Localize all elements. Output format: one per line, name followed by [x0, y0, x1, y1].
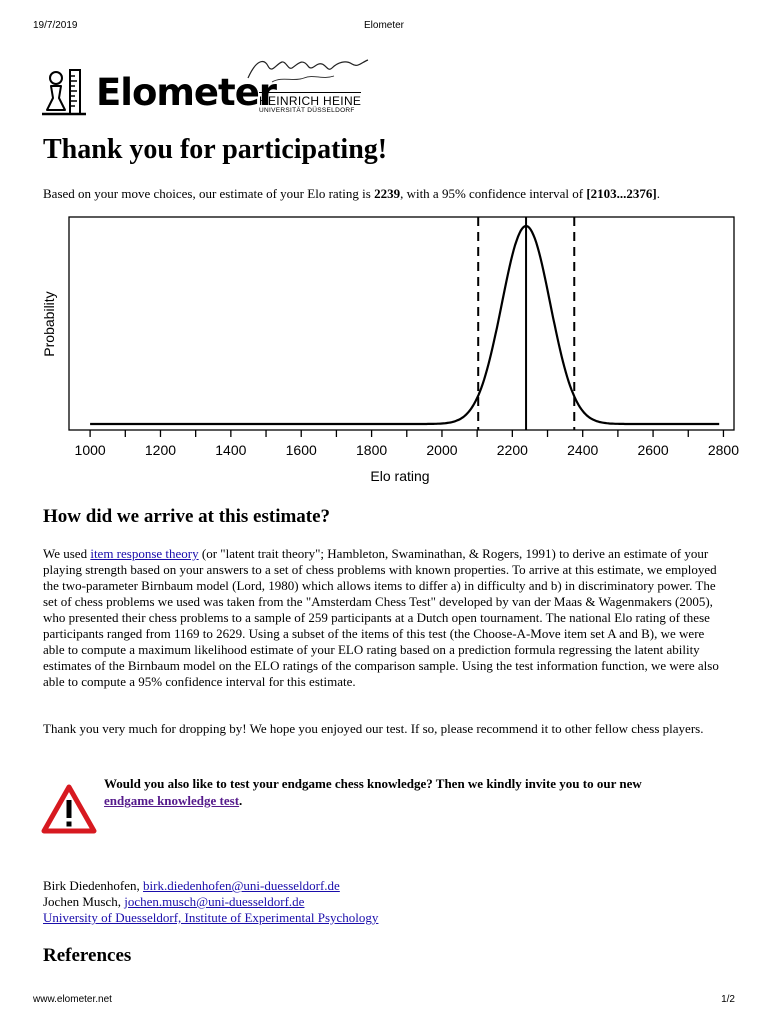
contact-block [43, 878, 378, 926]
estimate-rating: 2239 [374, 186, 401, 201]
contact-email-link[interactable]: birk.diedenhofen@uni-duesseldorf.de [143, 878, 340, 893]
x-tick-label: 1400 [215, 442, 247, 458]
elometer-wordmark: Elometer [96, 71, 277, 114]
endgame-text: Would you also like to test your endgame chess knowledge? Then we kindly invite you to our new [104, 776, 642, 791]
institute-link[interactable]: University of Duesseldorf, Institute of Experimental Psychology [43, 910, 379, 925]
print-title: Elometer [363, 20, 404, 31]
university-name: HEINRICH HEINE [259, 94, 362, 108]
x-axis-label: Elo rating [370, 468, 430, 484]
print-header [0, 20, 768, 34]
endgame-suffix: . [239, 793, 243, 808]
interval-lines [478, 217, 574, 430]
endgame-test-link[interactable]: endgame knowledge test [104, 793, 240, 808]
contact-line [43, 878, 378, 894]
estimate-sentence [43, 185, 733, 203]
plot-frame [69, 217, 734, 430]
print-page-number: 1/2 [721, 994, 735, 1005]
print-date: 19/7/2019 [33, 20, 78, 31]
logo-row [42, 52, 382, 122]
method-heading: How did we arrive at this estimate? [43, 506, 331, 527]
contact-line [43, 894, 378, 910]
y-axis-label: Probability [41, 291, 57, 357]
print-footer [0, 994, 768, 1008]
x-axis-ticks [75, 430, 740, 458]
x-tick-label: 1200 [144, 442, 177, 458]
university-subtitle: UNIVERSITÄT DÜSSELDORF [259, 107, 355, 114]
x-tick-label: 2000 [426, 442, 458, 458]
contact-name: Jochen Musch, [43, 894, 125, 909]
method-body: (or "latent trait theory"; Hambleton, Swaminathan, & Rogers, 1991) to derive an estimate of your playing strength based on your answers to a set of chess problems with known properties. To arrive at this estimate, we employed the two-parameter Birnbaum model (Lord, 1980) which allows items to differ a) in difficulty and b) in discriminatory power. The set of chess problems we used was taken from the "Amsterdam Chess Test" developed by van der Maas & Wagenmakers (2005), who presented their chess problems to a sample of 259 participants at a Dutch open tournament. The national Elo rating of these participants ranged from 1169 to 2629. Using a subset of the items of this test (the Choose-A-Move item set A and B), we were able to compute a maximum likelihood estimate of your ELO rating based on a prediction formula regressing the latent ability estimates of the Birnbaum model on the ELO ratings of the comparison sample. Using the test information function, we were also able to compute a 95% confidence interval for this estimate. [43, 546, 719, 689]
density-curve [90, 226, 719, 424]
print-url: www.elometer.net [33, 994, 112, 1005]
estimate-middle: , with a 95% confidence interval of [400, 186, 587, 201]
references-heading: References [43, 945, 132, 966]
contact-email-link[interactable]: jochen.musch@uni-duesseldorf.de [124, 894, 305, 909]
thanks-paragraph: Thank you very much for dropping by! We hope you enjoyed our test. If so, please recommend it to other fellow chess players. [43, 721, 704, 736]
estimate-interval: [2103...2376] [586, 186, 657, 201]
endgame-invite [104, 775, 694, 809]
warning-icon [41, 783, 97, 835]
x-tick-label: 2400 [567, 442, 599, 458]
x-tick-label: 2200 [496, 442, 528, 458]
x-tick-label: 1800 [356, 442, 388, 458]
page-title: Thank you for participating! [43, 134, 388, 165]
x-tick-label: 2600 [637, 442, 669, 458]
elo-probability-chart [30, 207, 740, 492]
signature-logo [242, 52, 372, 88]
x-tick-label: 1600 [285, 442, 317, 458]
method-intro: We used [43, 546, 91, 561]
item-response-theory-link[interactable]: item response theory [90, 546, 199, 561]
contact-line [43, 910, 378, 926]
method-paragraph [43, 546, 725, 690]
x-tick-label: 2800 [707, 442, 740, 458]
contact-name: Birk Diedenhofen, [43, 878, 144, 893]
x-tick-label: 1000 [74, 442, 106, 458]
estimate-suffix: . [656, 186, 660, 201]
chart-svg [30, 207, 740, 492]
estimate-prefix: Based on your move choices, our estimate of your Elo rating is [43, 186, 375, 201]
chess-piece-ruler-icon [42, 68, 94, 116]
